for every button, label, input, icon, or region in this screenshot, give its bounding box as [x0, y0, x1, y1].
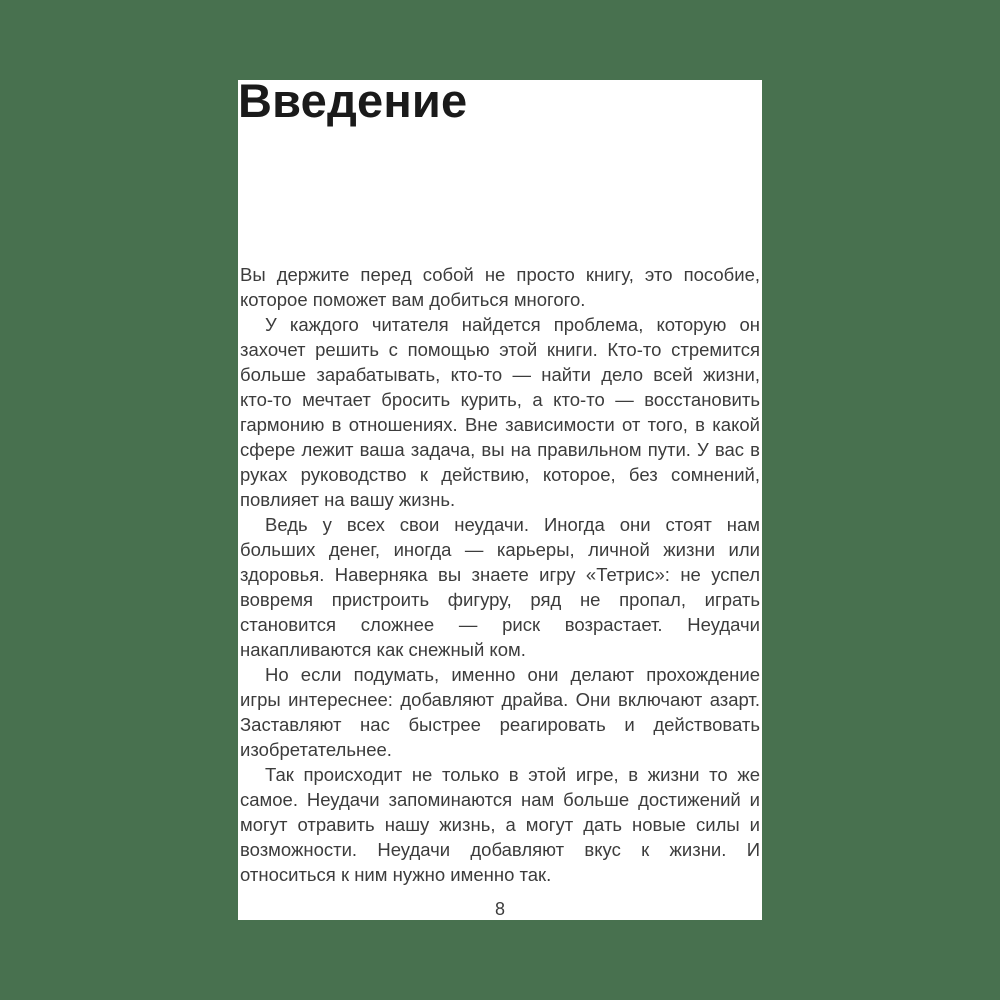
book-page — [238, 80, 762, 920]
paragraph: Вы держите перед собой не просто книгу, это пособие, которое поможет вам добиться многого. — [240, 264, 760, 310]
paragraph: Но если подумать, именно они делают прохождение игры интереснее: добавляют драйва. Они включают азарт. Заставляют нас быстрее реагировать и действовать изобретательнее. — [240, 664, 760, 760]
chapter-body — [240, 262, 760, 887]
chapter-title: Введение — [238, 80, 468, 127]
paragraph: У каждого читателя найдется проблема, которую он захочет решить с помощью этой книги. Кто-то стремится больше зарабатывать, кто-то — найти дело всей жизни, кто-то мечтает бросить курить, а кто-то — восстановить гармонию в отношениях. Вне зависимости от того, в какой сфере лежит ваша задача, вы на правильном пути. У вас в руках руководство к действию, которое, без сомнений, повлияет на вашу жизнь. — [240, 314, 760, 510]
paragraph: Так происходит не только в этой игре, в жизни то же самое. Неудачи запоминаются нам больше достижений и могут отравить нашу жизнь, а могут дать новые силы и возможности. Неудачи добавляют вкус к жизни. И относиться к ним нужно именно так. — [240, 764, 760, 885]
page-number: 8 — [494, 899, 505, 919]
paragraph: Ведь у всех свои неудачи. Иногда они стоят нам больших денег, иногда — карьеры, личной жизни или здоровья. Наверняка вы знаете игру «Тетрис»: не успел вовремя пристроить фигуру, ряд не пропал, играть становится сложнее — риск возрастает. Неудачи накапливаются как снежный ком. — [240, 514, 760, 660]
